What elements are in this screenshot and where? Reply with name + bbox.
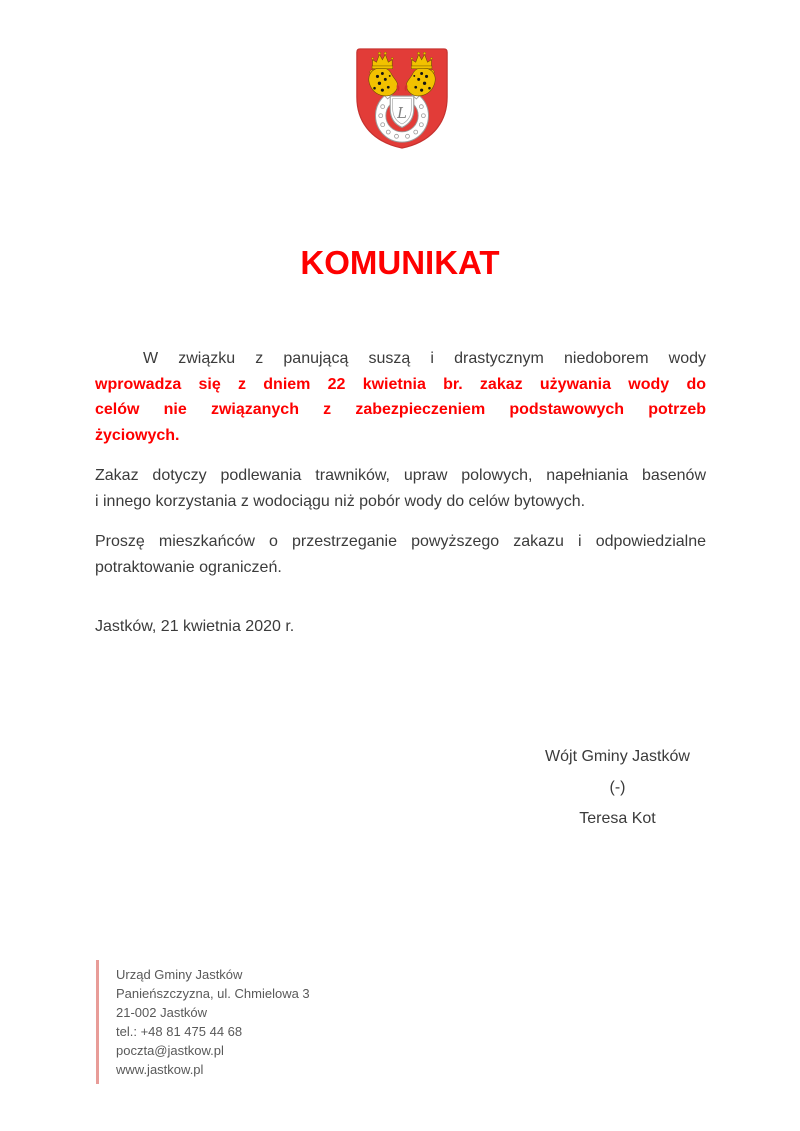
paragraph-3-line-2: potraktowanie ograniczeń. [95, 558, 282, 576]
footer-street: Panieńszczyzna, ul. Chmielowa 3 [116, 986, 310, 1001]
footer-contact-block [96, 960, 310, 1084]
paragraph-3 [95, 529, 706, 580]
paragraph-2 [95, 463, 706, 514]
signature-placeholder: (-) [609, 779, 626, 796]
body-text [95, 346, 706, 640]
paragraph-3-line-1: Proszę mieszkańców o przestrzeganie powyższego zakazu i odpowiedzialne [95, 533, 706, 550]
paragraph-2-line-1: Zakaz dotyczy podlewania trawników, upraw polowych, napełniania basenów [95, 467, 706, 484]
footer-city: 21-002 Jastków [116, 1005, 208, 1020]
paragraph-1-red [95, 372, 706, 449]
signature-role: Wójt Gminy Jastków [545, 748, 690, 765]
paragraph-1-red-line-1: wprowadza się z dniem 22 kwietnia br. zakaz używania wody do [95, 375, 706, 393]
paragraph-1 [95, 346, 706, 448]
coat-of-arms [352, 46, 452, 151]
footer-email: poczta@jastkow.pl [116, 1043, 224, 1058]
escutcheon-letter: L [397, 105, 407, 123]
footer-phone: tel.: +48 81 475 44 68 [116, 1024, 243, 1039]
paragraph-2-line-2: i innego korzystania z wodociągu niż pobór wody do celów bytowych. [95, 492, 586, 510]
footer-office-name: Urząd Gminy Jastków [116, 967, 243, 982]
date-line: Jastków, 21 kwietnia 2020 r. [95, 618, 295, 635]
paragraph-1-intro: W związku z panującą suszą i drastycznym niedoborem wody [143, 350, 706, 367]
page-title: KOMUNIKAT [300, 244, 500, 281]
paragraph-1-red-line-2: celów nie związanych z zabezpieczeniem podstawowych potrzeb [95, 401, 706, 418]
signature-name: Teresa Kot [579, 810, 656, 827]
paragraph-1-red-line-3: życiowych. [95, 426, 180, 444]
signature-block [440, 741, 795, 834]
footer-website: www.jastkow.pl [116, 1062, 204, 1077]
